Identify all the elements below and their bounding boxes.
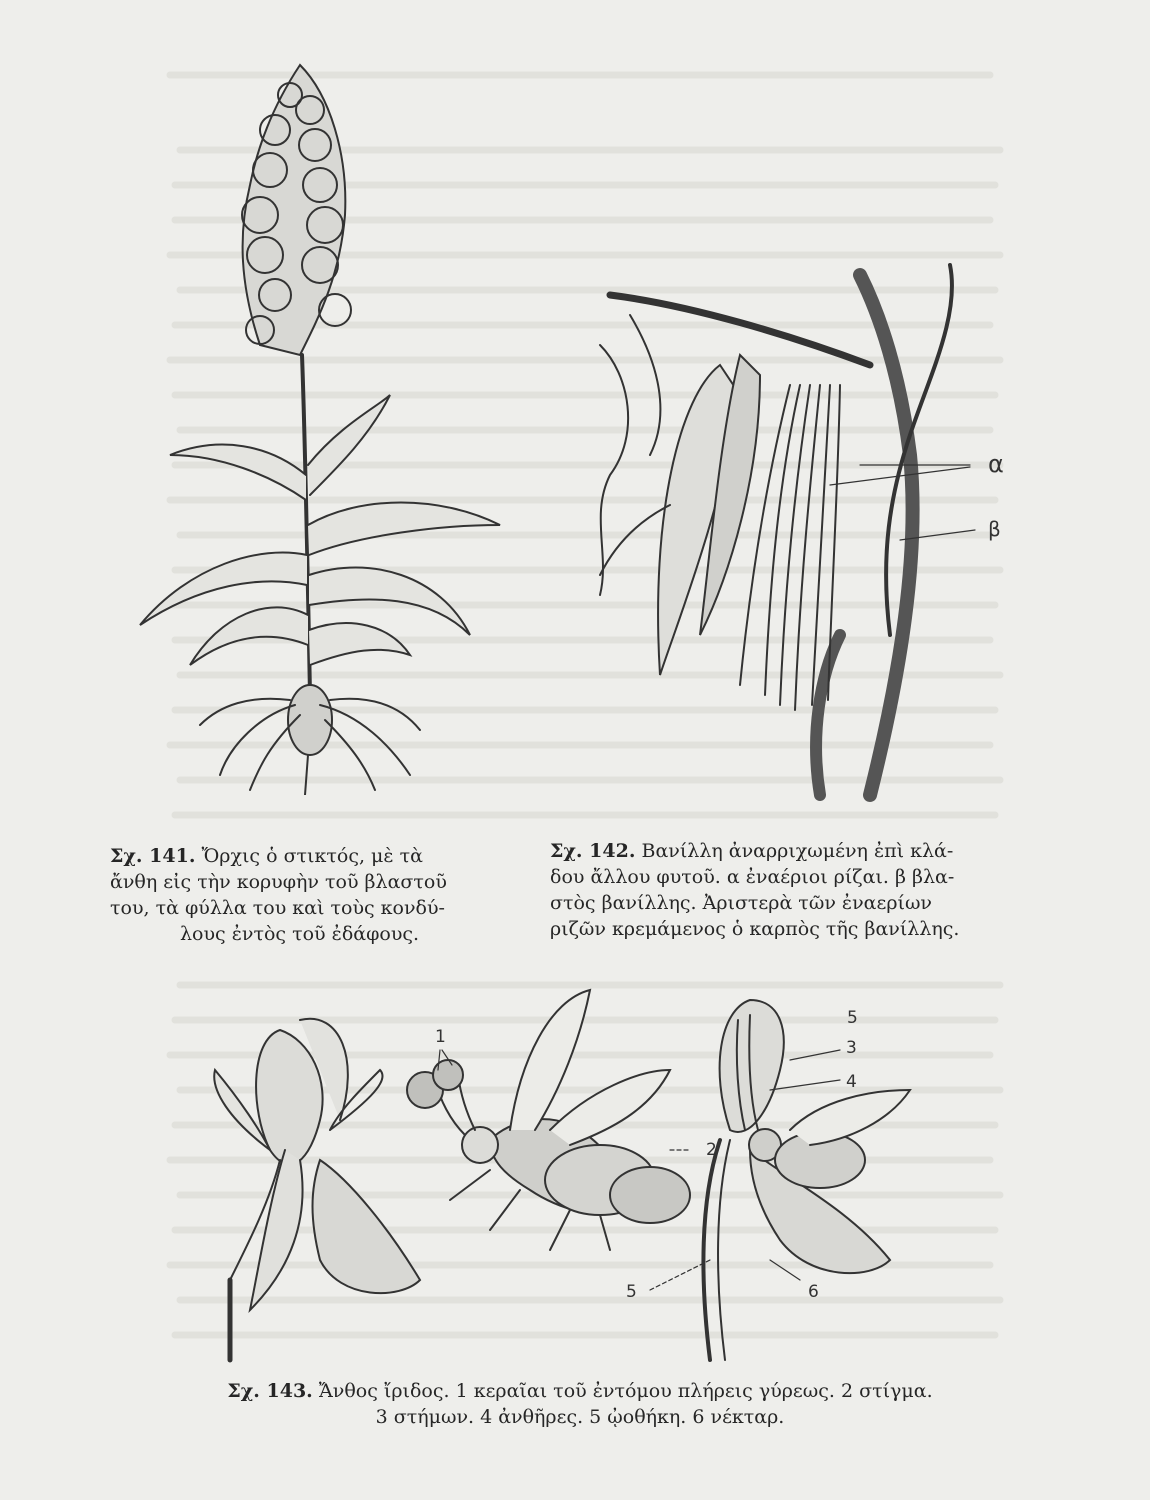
label-6: 6 bbox=[808, 1282, 819, 1302]
orchid-plant-illustration bbox=[110, 55, 530, 795]
caption-143-number: Σχ. 143. bbox=[227, 1380, 313, 1402]
caption-141-line-4: λους ἐντὸς τοῦ ἐδάφους. bbox=[180, 923, 420, 945]
iris-flower-drawing bbox=[214, 1019, 420, 1360]
caption-143-line-1: Ἄνθος ἴριδος. 1 κεραῖαι τοῦ ἐντόμου πλήρεις γύρεως. 2 στίγμα. bbox=[318, 1380, 933, 1402]
label-2: 2 bbox=[706, 1140, 717, 1160]
iris-cross-section-drawing bbox=[650, 1000, 910, 1360]
caption-fig-142 bbox=[550, 838, 1032, 942]
caption-141-line-3: του, τὰ φύλλα του καὶ τοὺς κονδύ- bbox=[110, 897, 445, 919]
caption-fig-141 bbox=[110, 843, 522, 947]
caption-141-line-1: Ὄρχις ὁ στικτός, μὲ τὰ bbox=[201, 845, 423, 867]
label-5-top: 5 bbox=[847, 1008, 858, 1028]
caption-fig-143 bbox=[160, 1378, 1000, 1430]
flower-spike bbox=[242, 65, 351, 355]
label-4: 4 bbox=[846, 1072, 857, 1092]
label-5-left: 5 bbox=[626, 1282, 637, 1302]
iris-flower-and-bee-illustration bbox=[190, 980, 940, 1370]
label-3: 3 bbox=[846, 1038, 857, 1058]
caption-142-line-3: στὸς βανίλλης. Ἀριστερὰ τῶν ἐναερίων bbox=[550, 892, 932, 914]
vanilla-vine-illustration bbox=[570, 255, 1010, 815]
bee-drawing bbox=[407, 990, 690, 1250]
caption-141-line-2: ἄνθη εἰς τὴν κορυφὴν τοῦ βλαστοῦ bbox=[110, 871, 447, 893]
caption-141-number: Σχ. 141. bbox=[110, 845, 196, 867]
label-b: β bbox=[988, 517, 1001, 541]
label-a: α bbox=[988, 450, 1004, 478]
caption-142-number: Σχ. 142. bbox=[550, 840, 636, 862]
caption-142-line-4: ριζῶν κρεμάμενος ὁ καρπὸς τῆς βανίλλης. bbox=[550, 918, 960, 940]
caption-142-line-1: Βανίλλη ἀναρριχωμένη ἐπὶ κλά- bbox=[641, 840, 954, 862]
label-1: 1 bbox=[435, 1027, 446, 1047]
caption-143-line-2: 3 στήμων. 4 ἀνθῆρες. 5 ᾠοθήκη. 6 νέκταρ. bbox=[375, 1406, 785, 1428]
caption-142-line-2: δου ἄλλου φυτοῦ. α ἐναέριοι ρίζαι. β βλα- bbox=[550, 866, 955, 888]
